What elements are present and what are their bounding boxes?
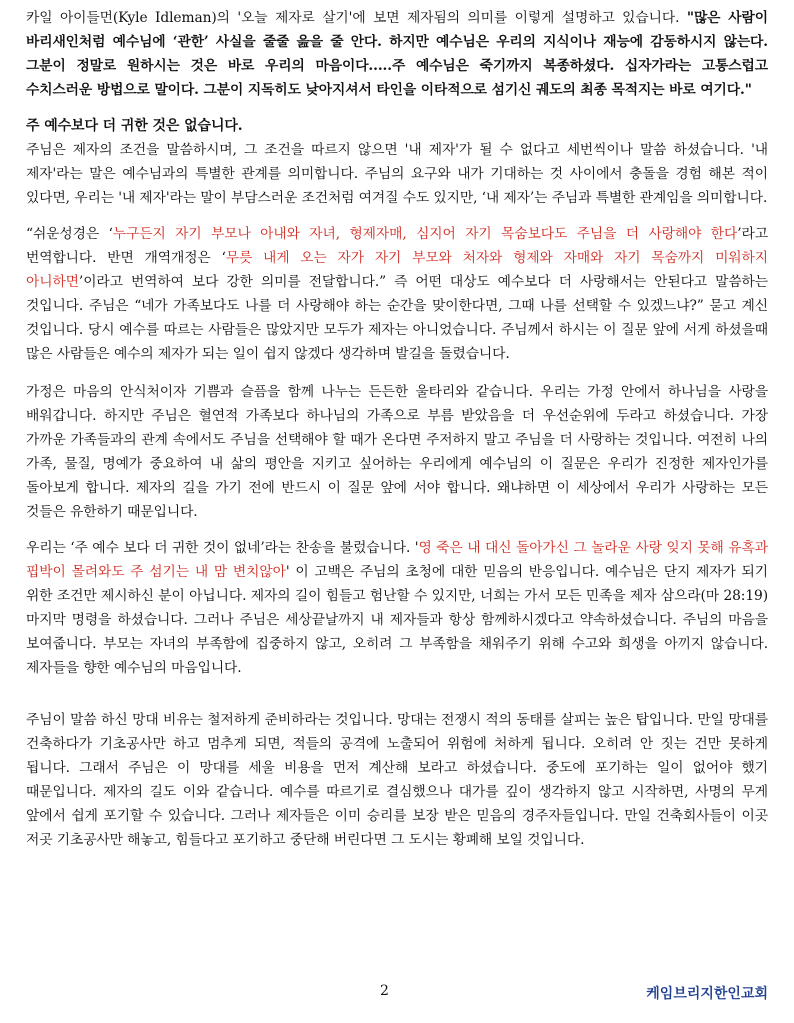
translation-text-b: ’라고 번역합니다. 반면 개역개정은 ‘ (26, 226, 768, 266)
church-name: 케임브리지한인교회 (646, 986, 768, 1002)
hymn-lyrics: 영 죽은 내 대신 돌아가신 그 놀라운 사랑 잊지 못해 유혹과 핍박이 몰려와도 주 섬기는 내 맘 변치않아 (26, 540, 768, 580)
disciple-condition-paragraph: 주님은 제자의 조건을 말씀하시며, 그 조건을 따르지 않으면 '내 제자'가 될 수 없다고 세번씩이나 말씀 하셨습니다. '내 제자'라는 말은 예수님과의 특별한 관계를 의미합니다. 주님의 요구와 내가 기대하는 것 사이에서 충돌을 경험 해본 적이 있다면, 우리는 '내 제자'라는 말이 부담스러운 조건처럼 여겨질 수도 있지만, ‘내 제자’는 주님과 특별한 관계임을 의미합니다. (26, 142, 768, 206)
idleman-quote: "많은 사람이 바리새인처럼 예수님에 ‘관한’ 사실을 줄줄 읊을 줄 안다. 하지만 예수님은 우리의 지식이나 재능에 감동하시지 않는다. 그분이 정말로 원하시는 것은 바로 우리의 마음이다.....주 예수님은 죽기까지 복종하셨다. 십자가라는 고통스럽고 수치스러운 방법으로 말이다. 그분이 지독히도 낮아지셔서 타인을 이타적으로 섬기신 궤도의 최종 목적지는 바로 여기다." (26, 10, 768, 98)
hymn-text-b: ' 이 고백은 주님의 초청에 대한 믿음의 반응입니다. 예수님은 단지 제자가 되기 위한 조건만 제시하신 분이 아닙니다. 제자의 길이 힘들고 험난할 수 있지만, 너희는 가서 모든 민족을 제자 삼으라(마 28:19) 마지막 명령을 하셨습니다. 그러나 주님은 세상끝날까지 내 제자들과 항상 함께하시겠다고 약속하셨습니다. 주님의 마음을 보여줍니다. 부모는 자녀의 부족함에 집중하지 않고, 오히려 그 부족함을 채워주기 위해 수고와 희생을 아끼지 않습니다. 제자들을 향한 예수님의 마음입니다. (26, 564, 768, 676)
revised-bible-quote: 무릇 내게 오는 자가 자기 부모와 처자와 형제와 자매와 자기 목숨까지 미워하지 아니하면 (26, 250, 768, 290)
page-number: 2 (380, 983, 389, 999)
translation-text-a: “쉬운성경은 ‘ (26, 226, 113, 242)
translation-paragraph (26, 222, 768, 366)
tower-paragraph: 주님이 말씀 하신 망대 비유는 철저하게 준비하라는 것입니다. 망대는 전쟁시 적의 동태를 살피는 높은 탑입니다. 만일 망대를 건축하다가 기초공사만 하고 멈추게 되면, 적들의 공격에 노출되어 위험에 처하게 됩니다. 오히려 안 짓는 건만 못하게 됩니다. 그래서 주님은 이 망대를 세울 비용을 먼저 계산해 보라고 하셨습니다. 중도에 포기하는 일이 없어야 했기 때문입니다. 제자의 길도 이와 같습니다. 예수를 따르기로 결심했으나 대가를 깊이 생각하지 않고 시작하면, 사명의 무게 앞에서 쉽게 포기할 수 있습니다. 그러나 제자들은 이미 승리를 보장 받은 믿음의 경주자들입니다. 만일 건축회사들이 이곳 저곳 기초공사만 해놓고, 힘들다고 포기하고 중단해 버린다면 그 도시는 황폐해 보일 것입니다. (26, 712, 768, 848)
intro-paragraph (26, 6, 768, 102)
hymn-text-a: 우리는 ‘주 예수 보다 더 귀한 것이 없네’라는 찬송을 불렀습니다. ' (26, 540, 419, 556)
translation-text-c: ’이라고 번역하여 보다 강한 의미를 전달합니다.” 즉 어떤 대상도 예수보다 더 사랑해서는 안된다고 말씀하는 것입니다. 주님은 “네가 가족보다도 나를 더 사랑해야 하는 순간을 맞이한다면, 그때 나를 선택할 수 있겠느냐?” 묻고 계신 것입니다. 당시 예수를 따르는 사람들은 많았지만 모두가 제자는 아니었습니다. 주님께서 하시는 이 질문 앞에 서게 하셨을때 많은 사람들은 예수의 제자가 되는 일이 쉽지 않겠다 생각하며 발길을 돌렸습니다. (26, 274, 768, 362)
intro-text: 카일 아이들먼(Kyle Idleman)의 '오늘 제자로 살기'에 보면 제자됨의 의미를 이렇게 설명하고 있습니다. (26, 10, 687, 26)
easy-bible-quote: 누구든지 자기 부모나 아내와 자녀, 형제자매, 심지어 자기 목숨보다도 주님을 더 사랑해야 한다 (112, 226, 738, 242)
family-paragraph: 가정은 마음의 안식처이자 기쁨과 슬픔을 함께 나누는 든든한 울타리와 같습니다. 우리는 가정 안에서 하나님을 사랑을 배워갑니다. 하지만 주님은 혈연적 가족보다 하나님의 가족으로 부름 받았음을 더 우선순위에 두라고 하셨습니다. 가장 가까운 가족들과의 관계 속에서도 주님을 선택해야 할 때가 온다면 주저하지 말고 주님을 더 사랑하는 것입니다. 여전히 나의 가족, 물질, 명예가 중요하여 내 삶의 평안을 지키고 싶어하는 우리에게 예수님의 이 질문은 우리가 진정한 제자인가를 돌아보게 합니다. 제자의 길을 가기 전에 반드시 이 질문 앞에 서야 합니다. 왜냐하면 이 세상에서 우리가 사랑하는 모든 것들은 유한하기 때문입니다. (26, 384, 768, 520)
page-content (26, 6, 768, 852)
section-heading: 주 예수보다 더 귀한 것은 없습니다. (26, 118, 243, 134)
hymn-paragraph (26, 536, 768, 680)
